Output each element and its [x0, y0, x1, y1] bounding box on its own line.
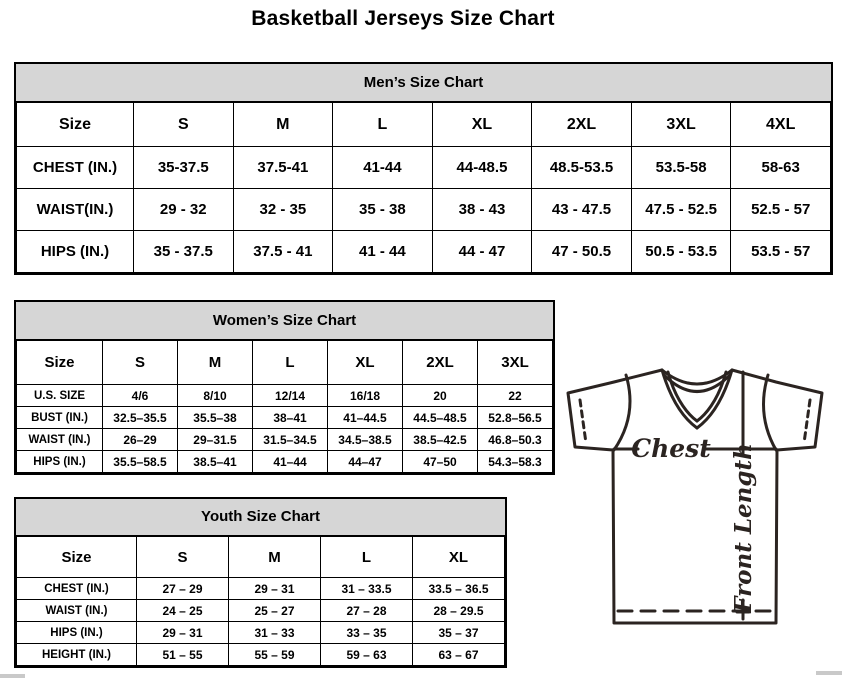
measurement-value: 32 - 35: [233, 189, 333, 231]
size-header-label: Size: [17, 341, 103, 385]
measurement-value: 26–29: [103, 429, 178, 451]
measurement-value: 32.5–35.5: [103, 407, 178, 429]
cuff-stitch-right: [804, 400, 810, 443]
size-column-header: 3XL: [478, 341, 553, 385]
size-column-header: 4XL: [731, 103, 831, 147]
measurement-value: 53.5-58: [631, 147, 731, 189]
measurement-value: 38.5–42.5: [403, 429, 478, 451]
measurement-value: 55 – 59: [229, 644, 321, 666]
scrollbar-fragment-right[interactable]: [816, 671, 842, 675]
measurement-label: HIPS (IN.): [17, 451, 103, 473]
measurement-value: 47 - 50.5: [532, 231, 632, 273]
measurement-label: U.S. SIZE: [17, 385, 103, 407]
size-column-header: S: [103, 341, 178, 385]
size-header-row: [17, 341, 553, 385]
measurement-value: 35 - 37.5: [134, 231, 234, 273]
size-header-row: [17, 537, 505, 578]
size-column-header: S: [137, 537, 229, 578]
measurement-value: 31.5–34.5: [253, 429, 328, 451]
measurement-value: 35 - 38: [333, 189, 433, 231]
front-length-label: Front Length: [730, 443, 757, 613]
measurement-value: 50.5 - 53.5: [631, 231, 731, 273]
measurement-value: 31 – 33.5: [321, 578, 413, 600]
measurement-row: [17, 231, 831, 273]
measurement-value: 54.3–58.3: [478, 451, 553, 473]
measurement-value: 35-37.5: [134, 147, 234, 189]
measurement-row: [17, 600, 505, 622]
mens-size-chart: [14, 62, 833, 275]
measurement-value: 41-44: [333, 147, 433, 189]
measurement-value: 29 – 31: [137, 622, 229, 644]
measurement-value: 24 – 25: [137, 600, 229, 622]
measurement-value: 12/14: [253, 385, 328, 407]
size-column-header: XL: [328, 341, 403, 385]
size-header-label: Size: [17, 103, 134, 147]
measurement-value: 53.5 - 57: [731, 231, 831, 273]
measurement-value: 25 – 27: [229, 600, 321, 622]
measurement-value: 46.8–50.3: [478, 429, 553, 451]
measurement-value: 34.5–38.5: [328, 429, 403, 451]
armhole-seam-left: [614, 375, 630, 450]
measurement-row: [17, 578, 505, 600]
measurement-label: BUST (IN.): [17, 407, 103, 429]
jersey-diagram: [556, 360, 843, 652]
measurement-value: 58-63: [731, 147, 831, 189]
cuff-stitch-left: [580, 400, 586, 443]
size-column-header: 2XL: [403, 341, 478, 385]
measurement-value: 41–44.5: [328, 407, 403, 429]
measurement-value: 37.5-41: [233, 147, 333, 189]
measurement-value: 35.5–58.5: [103, 451, 178, 473]
youth-table: [16, 536, 505, 666]
measurement-value: 38 - 43: [432, 189, 532, 231]
measurement-value: 59 – 63: [321, 644, 413, 666]
size-column-header: L: [321, 537, 413, 578]
measurement-value: 29 - 32: [134, 189, 234, 231]
measurement-value: 41 - 44: [333, 231, 433, 273]
mens-table: [16, 102, 831, 273]
measurement-value: 47–50: [403, 451, 478, 473]
jersey-outline: [568, 370, 822, 623]
measurement-value: 35 – 37: [413, 622, 505, 644]
measurement-value: 4/6: [103, 385, 178, 407]
measurement-label: CHEST (IN.): [17, 578, 137, 600]
measurement-label: HIPS (IN.): [17, 231, 134, 273]
youth-size-chart: [14, 497, 507, 668]
measurement-value: 44.5–48.5: [403, 407, 478, 429]
measurement-label: HEIGHT (IN.): [17, 644, 137, 666]
measurement-value: 29–31.5: [178, 429, 253, 451]
measurement-label: HIPS (IN.): [17, 622, 137, 644]
measurement-value: 52.5 - 57: [731, 189, 831, 231]
size-column-header: 3XL: [631, 103, 731, 147]
measurement-label: WAIST(IN.): [17, 189, 134, 231]
measurement-value: 51 – 55: [137, 644, 229, 666]
measurement-row: [17, 429, 553, 451]
measurement-value: 38.5–41: [178, 451, 253, 473]
mens-chart-title: Men’s Size Chart: [16, 64, 831, 102]
page-title: Basketball Jerseys Size Chart: [251, 7, 555, 30]
measurement-value: 38–41: [253, 407, 328, 429]
womens-table: [16, 340, 553, 473]
measurement-value: 47.5 - 52.5: [631, 189, 731, 231]
measurement-label: WAIST (IN.): [17, 429, 103, 451]
size-column-header: XL: [432, 103, 532, 147]
size-column-header: S: [134, 103, 234, 147]
size-header-row: [17, 103, 831, 147]
size-column-header: M: [229, 537, 321, 578]
measurement-value: 28 – 29.5: [413, 600, 505, 622]
measurement-value: 20: [403, 385, 478, 407]
measurement-label: WAIST (IN.): [17, 600, 137, 622]
measurement-value: 35.5–38: [178, 407, 253, 429]
measurement-value: 8/10: [178, 385, 253, 407]
measurement-row: [17, 385, 553, 407]
chest-label: Chest: [631, 434, 711, 463]
size-header-label: Size: [17, 537, 137, 578]
measurement-value: 33.5 – 36.5: [413, 578, 505, 600]
measurement-value: 27 – 29: [137, 578, 229, 600]
measurement-value: 44–47: [328, 451, 403, 473]
womens-size-chart: [14, 300, 555, 475]
measurement-row: [17, 451, 553, 473]
measurement-value: 41–44: [253, 451, 328, 473]
measurement-value: 48.5-53.5: [532, 147, 632, 189]
measurement-row: [17, 407, 553, 429]
measurement-value: 37.5 - 41: [233, 231, 333, 273]
womens-chart-title: Women’s Size Chart: [16, 302, 553, 340]
measurement-row: [17, 622, 505, 644]
scrollbar-fragment-left[interactable]: [0, 674, 25, 678]
measurement-value: 16/18: [328, 385, 403, 407]
measurement-value: 63 – 67: [413, 644, 505, 666]
youth-chart-title: Youth Size Chart: [16, 499, 505, 536]
measurement-value: 52.8–56.5: [478, 407, 553, 429]
measurement-value: 44-48.5: [432, 147, 532, 189]
size-column-header: 2XL: [532, 103, 632, 147]
armhole-seam-right: [764, 375, 777, 450]
measurement-row: [17, 189, 831, 231]
measurement-row: [17, 147, 831, 189]
size-column-header: L: [333, 103, 433, 147]
measurement-value: 27 – 28: [321, 600, 413, 622]
measurement-label: CHEST (IN.): [17, 147, 134, 189]
size-column-header: M: [178, 341, 253, 385]
measurement-value: 22: [478, 385, 553, 407]
size-column-header: XL: [413, 537, 505, 578]
measurement-row: [17, 644, 505, 666]
measurement-value: 29 – 31: [229, 578, 321, 600]
measurement-value: 31 – 33: [229, 622, 321, 644]
measurement-value: 43 - 47.5: [532, 189, 632, 231]
measurement-value: 44 - 47: [432, 231, 532, 273]
size-column-header: L: [253, 341, 328, 385]
size-column-header: M: [233, 103, 333, 147]
measurement-value: 33 – 35: [321, 622, 413, 644]
